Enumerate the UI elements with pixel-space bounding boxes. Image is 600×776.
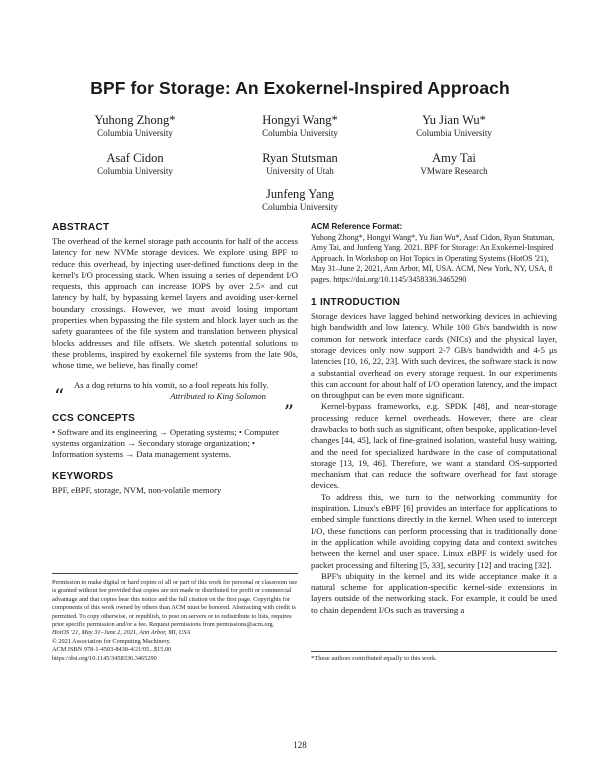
left-column — [52, 222, 298, 497]
venue-line: HotOS '21, May 31–June 2, 2021, Ann Arbor, MI, USA — [52, 629, 191, 637]
intro-paragraph-3: To address this, we turn to the networking community for inspiration. Linux's eBPF [6] provides an interface for applications to embed simple functions directly in the kernel. When used to intercept I/O, these functions can perform processing that is traditionally done in the application while avoiding copying data and context switches between the kernel and user space. Linux eBPF is widely used for packet processing and filtering [5, 33], security [12] and tracing [32]. — [311, 491, 557, 570]
author-affiliation: Columbia University — [97, 166, 173, 176]
abstract-heading: ABSTRACT — [52, 222, 110, 233]
author-affiliation: Columbia University — [416, 128, 492, 138]
copyright-line: © 2021 Association for Computing Machinery. — [52, 637, 171, 645]
permission-text: Permission to make digital or hard copies of all or part of this work for personal or classroom use is granted without fee provided that copies are not made or distributed for profit or commercial advantage and that copies bear this notice and the full citation on the first page. Copyrights for components of this work owned by others than ACM must be honored. Abstracting with credit is permitted. To copy otherwise, or republish, to post on servers or to redistribute to lists, requires prior specific permission and/or a fee. Request permissions from permissions@acm.org. — [52, 579, 298, 629]
ccs-text: • Software and its engineering → Operating systems; • Computer systems organization → Secondary storage organization; • Information systems → Data management systems. — [52, 426, 279, 460]
author-affiliation: Columbia University — [262, 202, 338, 212]
author-block — [210, 114, 390, 140]
paper-title: BPF for Storage: An Exokernel-Inspired Approach — [90, 78, 510, 98]
permission-block — [52, 573, 298, 663]
keywords-heading: KEYWORDS — [52, 471, 114, 483]
author-name: Ryan Stutsman — [262, 151, 338, 165]
page-number: 128 — [293, 740, 307, 750]
footnote: *These authors contributed equally to this work. — [311, 651, 557, 663]
author-affiliation: University of Utah — [266, 166, 334, 176]
author-block — [364, 114, 544, 140]
author-block — [45, 152, 225, 178]
intro-paragraph-4: BPF's ubiquity in the kernel and its wide acceptance make it a natural scheme for application-specific kernel-side extensions in layers outside of the networking stack. For example, it could be used to chain dependent I/Os such as traversing a — [311, 570, 557, 615]
ccs-heading: CCS CONCEPTS — [52, 412, 136, 424]
author-name: Yu Jian Wu* — [422, 113, 486, 127]
author-name: Amy Tai — [432, 151, 476, 165]
author-name: Hongyi Wang* — [262, 113, 338, 127]
author-affiliation: Columbia University — [97, 128, 173, 138]
intro-paragraph-2: Kernel-bypass frameworks, e.g. SPDK [48], and near-storage processing reduce kernel overheads. However, there are clear drawbacks to both such as significant, often bespoke, application-level changes [44, 45], lack of fine-grained isolation, wasteful busy waiting, and the need for specialized hardware in the case of computational storage [13, 19, 46]. Therefore, we want a standard OS-supported mechanism that can reduce the software overhead for fast storage devices. — [311, 401, 557, 491]
author-block — [210, 152, 390, 178]
open-quote-mark: “ — [54, 383, 65, 408]
epigraph-text: As a dog returns to his vomit, so a fool repeats his folly. — [74, 379, 269, 390]
author-block — [364, 152, 544, 178]
epigraph-attribution: Attributed to King Solomon — [170, 390, 266, 401]
author-name: Junfeng Yang — [265, 187, 335, 201]
abstract-text: The overhead of the kernel storage path accounts for half of the access latency for new NVMe storage devices. We explore using BPF to reduce this overhead, by injecting user-defined functions deep in the kernel's I/O processing stack. When issuing a series of dependent I/O requests, this approach can increase IOPS by over 2.5× and cut latency by half, by bypassing kernel layers and avoiding user-kernel boundary crossings. However, we must avoid losing important properties when bypassing the file system and block layer such as the safety guarantees of the file system and translation between physical blocks addresses and file offsets. We sketch potential solutions to these problems, inspired by exokernel file systems from the late 90s, whose time, we believe, has finally come! — [52, 236, 298, 371]
author-block — [210, 188, 390, 214]
reference-format-heading: ACM Reference Format: — [311, 222, 403, 231]
author-name: Yuhong Zhong* — [94, 113, 176, 127]
doi-line: https://doi.org/10.1145/3458336.3465290 — [52, 654, 157, 662]
author-affiliation: Columbia University — [262, 128, 338, 138]
right-column — [311, 222, 557, 616]
isbn-line: ACM ISBN 978-1-4503-8438-4/21/05...$15.00 — [52, 646, 172, 654]
reference-format-text: Yuhong Zhong*, Hongyi Wang*, Yu Jian Wu*, Asaf Cidon, Ryan Stutsman, Amy Tai, and Junfeng Yang. 2021. BPF for Storage: An Exokernel-Inspired Approach. In Workshop on Hot Topics in Operating Systems (HotOS '21), May 31–June 2, 2021, Ann Arbor, MI, USA. ACM, New York, NY, USA, 8 pages. https://doi.org/10.1145/3458336.3465290 — [311, 233, 555, 284]
keywords-text: BPF, eBPF, storage, NVM, non-volatile memory — [52, 485, 222, 496]
intro-paragraph-1: Storage devices have lagged behind networking devices in achieving high bandwidth and low latency. While 100 Gb/s bandwidth is now common for network interface cards (NICs) and the physical layer, storage devices only now support 2-7 GB/s bandwidth and 4-5 μs latencies [10, 16, 22, 23]. With such devices, the software stack is now a substantial overhead on every storage request. In our experiments this can account for about half of I/O operation latency, and the impact on throughput can be even more significant. — [311, 311, 557, 401]
author-name: Asaf Cidon — [106, 151, 164, 165]
author-affiliation: VMware Research — [420, 166, 488, 176]
author-block — [45, 114, 225, 140]
introduction-heading: 1 INTRODUCTION — [311, 297, 401, 309]
close-quote-mark: ” — [283, 399, 294, 424]
